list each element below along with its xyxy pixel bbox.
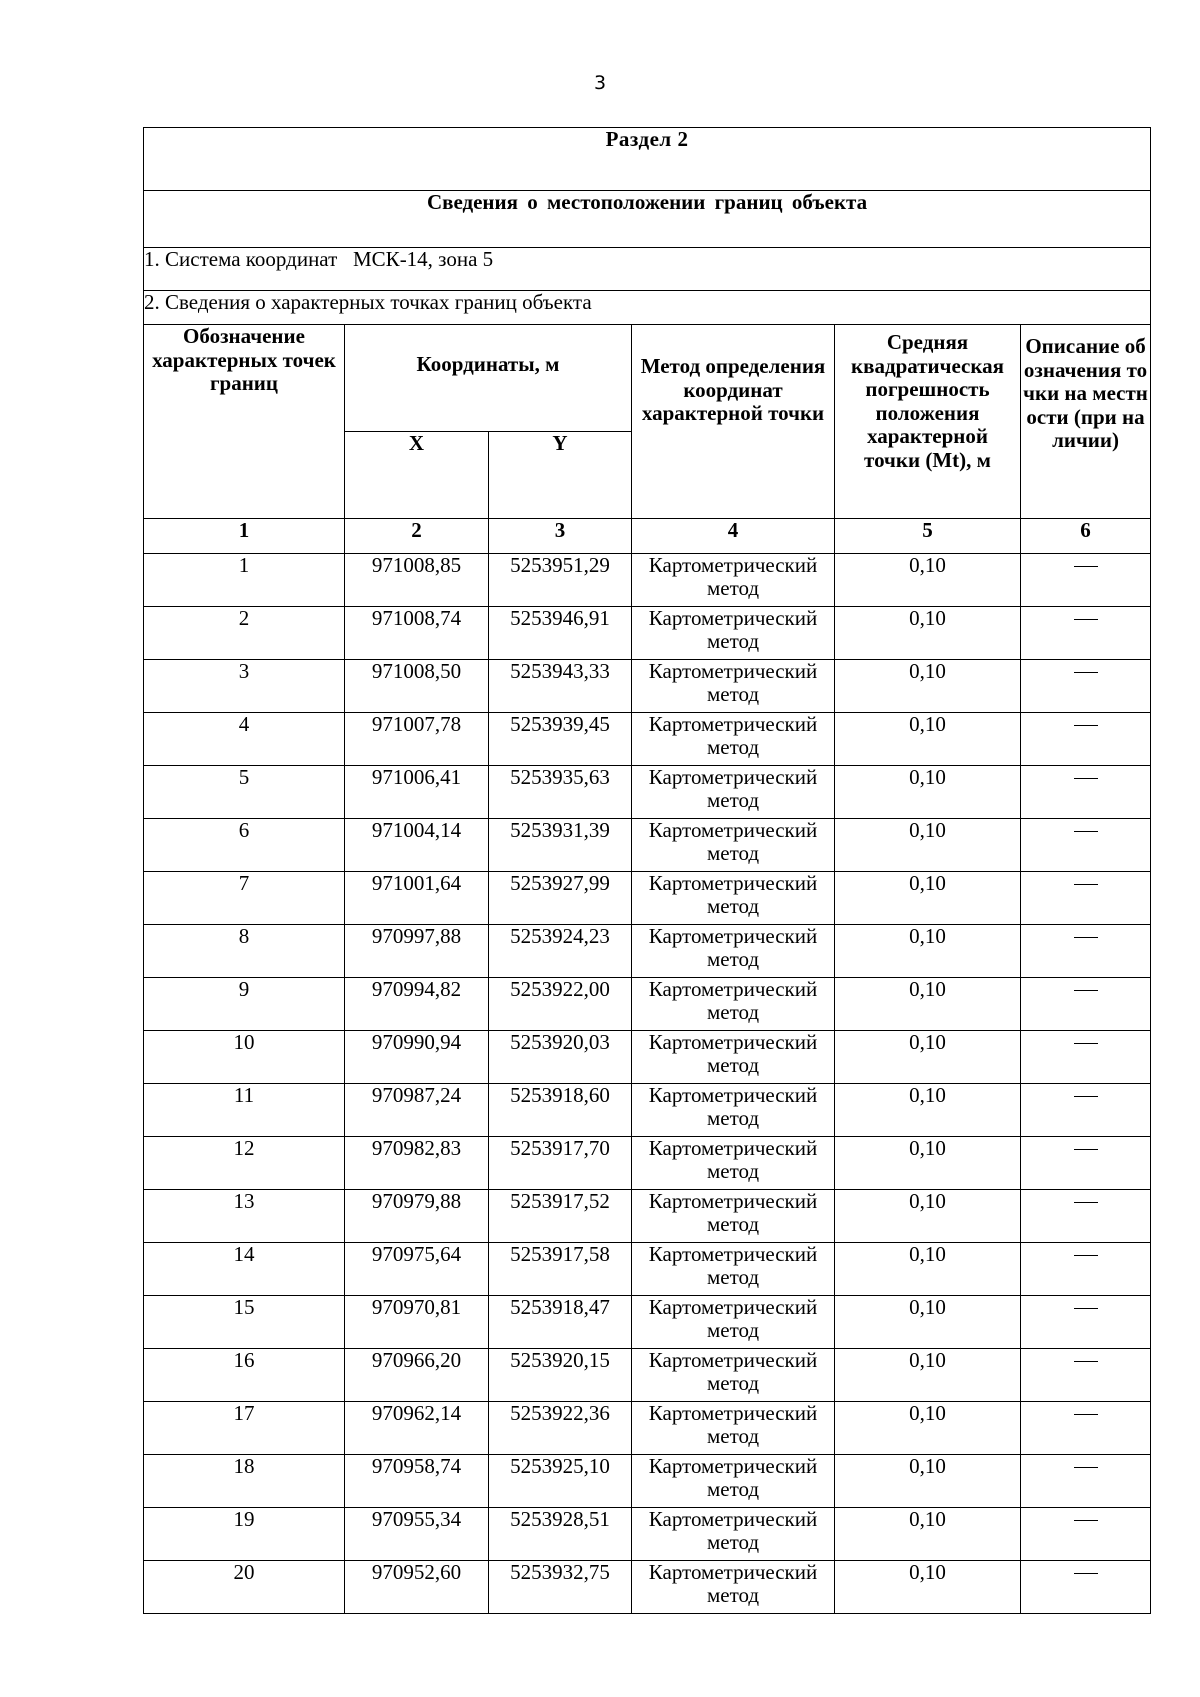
header-y: Y (489, 432, 632, 519)
coord-y: 5253920,15 (489, 1349, 632, 1402)
coord-x: 970982,83 (345, 1137, 489, 1190)
table-row (144, 766, 1151, 819)
method: Картометрический метод (632, 1137, 835, 1190)
table-row (144, 1296, 1151, 1349)
description-empty (1021, 1031, 1151, 1084)
description-empty (1021, 660, 1151, 713)
coord-y: 5253931,39 (489, 819, 632, 872)
method: Картометрический метод (632, 872, 835, 925)
point-number: 2 (144, 607, 345, 660)
coord-x: 970997,88 (345, 925, 489, 978)
coord-x: 970975,64 (345, 1243, 489, 1296)
header-description: Описание обозначения точки на местности (при наличии) (1021, 325, 1151, 519)
point-number: 16 (144, 1349, 345, 1402)
mt-error: 0,10 (835, 1296, 1021, 1349)
coord-x: 970970,81 (345, 1296, 489, 1349)
mt-error: 0,10 (835, 1031, 1021, 1084)
coord-y: 5253922,36 (489, 1402, 632, 1455)
table-row (144, 1402, 1151, 1455)
mt-error: 0,10 (835, 872, 1021, 925)
point-number: 20 (144, 1561, 345, 1614)
description-empty (1021, 872, 1151, 925)
coord-x: 970955,34 (345, 1508, 489, 1561)
coord-x: 970994,82 (345, 978, 489, 1031)
dash-mark (1074, 1361, 1098, 1362)
method: Картометрический метод (632, 1402, 835, 1455)
table-row (144, 925, 1151, 978)
table-row (144, 1243, 1151, 1296)
description-empty (1021, 819, 1151, 872)
header-error: Средняя квадратическая погрешность положения характерной точки (Mt), м (835, 325, 1021, 519)
method: Картометрический метод (632, 1508, 835, 1561)
description-empty (1021, 1190, 1151, 1243)
dash-mark (1074, 1467, 1098, 1468)
coord-x: 970952,60 (345, 1561, 489, 1614)
page-number: 3 (593, 72, 607, 94)
description-empty (1021, 1455, 1151, 1508)
description-empty (1021, 1137, 1151, 1190)
coord-x: 971008,74 (345, 607, 489, 660)
method: Картометрический метод (632, 978, 835, 1031)
method: Картометрический метод (632, 1084, 835, 1137)
coord-y: 5253935,63 (489, 766, 632, 819)
dash-mark (1074, 1520, 1098, 1521)
mt-error: 0,10 (835, 1243, 1021, 1296)
coord-y: 5253917,58 (489, 1243, 632, 1296)
mt-error: 0,10 (835, 1137, 1021, 1190)
column-number: 1 (144, 519, 345, 554)
point-number: 7 (144, 872, 345, 925)
column-number: 6 (1021, 519, 1151, 554)
mt-error: 0,10 (835, 1190, 1021, 1243)
coord-x: 971006,41 (345, 766, 489, 819)
dash-mark (1074, 1255, 1098, 1256)
point-number: 14 (144, 1243, 345, 1296)
method: Картометрический метод (632, 1561, 835, 1614)
dash-mark (1074, 884, 1098, 885)
coord-y: 5253917,52 (489, 1190, 632, 1243)
point-number: 17 (144, 1402, 345, 1455)
method: Картометрический метод (632, 1190, 835, 1243)
coord-y: 5253927,99 (489, 872, 632, 925)
coord-y: 5253924,23 (489, 925, 632, 978)
coordinate-system: 1. Система координат МСК-14, зона 5 (144, 248, 1151, 291)
dash-mark (1074, 1149, 1098, 1150)
coord-x: 970966,20 (345, 1349, 489, 1402)
mt-error: 0,10 (835, 554, 1021, 607)
mt-error: 0,10 (835, 819, 1021, 872)
dash-mark (1074, 1308, 1098, 1309)
coord-y: 5253939,45 (489, 713, 632, 766)
coord-x: 971004,14 (345, 819, 489, 872)
table-row (144, 872, 1151, 925)
header-designation: Обозначение характерных точек границ (144, 325, 345, 519)
header-x: X (345, 432, 489, 519)
table-row (144, 1031, 1151, 1084)
mt-error: 0,10 (835, 766, 1021, 819)
point-number: 11 (144, 1084, 345, 1137)
description-empty (1021, 1508, 1151, 1561)
mt-error: 0,10 (835, 1561, 1021, 1614)
point-number: 3 (144, 660, 345, 713)
table-row (144, 1508, 1151, 1561)
dash-mark (1074, 1414, 1098, 1415)
mt-error: 0,10 (835, 713, 1021, 766)
table-row (144, 819, 1151, 872)
method: Картометрический метод (632, 1296, 835, 1349)
dash-mark (1074, 725, 1098, 726)
dash-mark (1074, 1573, 1098, 1574)
mt-error: 0,10 (835, 1455, 1021, 1508)
column-number: 2 (345, 519, 489, 554)
points-heading: 2. Сведения о характерных точках границ объекта (144, 291, 1151, 325)
description-empty (1021, 1084, 1151, 1137)
method: Картометрический метод (632, 1243, 835, 1296)
description-empty (1021, 607, 1151, 660)
coord-x: 970990,94 (345, 1031, 489, 1084)
method: Картометрический метод (632, 713, 835, 766)
method: Картометрический метод (632, 819, 835, 872)
column-number: 3 (489, 519, 632, 554)
mt-error: 0,10 (835, 925, 1021, 978)
coord-y: 5253918,60 (489, 1084, 632, 1137)
coord-x: 970979,88 (345, 1190, 489, 1243)
point-number: 8 (144, 925, 345, 978)
table-row (144, 554, 1151, 607)
point-number: 9 (144, 978, 345, 1031)
description-empty (1021, 978, 1151, 1031)
coord-x: 970962,14 (345, 1402, 489, 1455)
method: Картометрический метод (632, 660, 835, 713)
description-empty (1021, 1243, 1151, 1296)
mt-error: 0,10 (835, 978, 1021, 1031)
table-row (144, 660, 1151, 713)
table-row (144, 713, 1151, 766)
table-row (144, 1137, 1151, 1190)
description-empty (1021, 925, 1151, 978)
section-title: Раздел 2 (144, 128, 1151, 191)
mt-error: 0,10 (835, 1508, 1021, 1561)
coord-y: 5253920,03 (489, 1031, 632, 1084)
table-row (144, 1084, 1151, 1137)
dash-mark (1074, 1043, 1098, 1044)
dash-mark (1074, 990, 1098, 991)
table-row (144, 607, 1151, 660)
coord-y: 5253925,10 (489, 1455, 632, 1508)
coord-y: 5253922,00 (489, 978, 632, 1031)
mt-error: 0,10 (835, 607, 1021, 660)
dash-mark (1074, 831, 1098, 832)
method: Картометрический метод (632, 925, 835, 978)
coord-y: 5253951,29 (489, 554, 632, 607)
point-number: 18 (144, 1455, 345, 1508)
column-number: 4 (632, 519, 835, 554)
coord-y: 5253918,47 (489, 1296, 632, 1349)
mt-error: 0,10 (835, 1402, 1021, 1455)
coord-x: 971008,85 (345, 554, 489, 607)
method: Картометрический метод (632, 607, 835, 660)
boundary-table (143, 127, 1151, 1614)
header-coordinates: Координаты, м (345, 325, 632, 432)
point-number: 13 (144, 1190, 345, 1243)
mt-error: 0,10 (835, 1084, 1021, 1137)
mt-error: 0,10 (835, 1349, 1021, 1402)
dash-mark (1074, 778, 1098, 779)
column-number: 5 (835, 519, 1021, 554)
dash-mark (1074, 1096, 1098, 1097)
point-number: 15 (144, 1296, 345, 1349)
coord-y: 5253932,75 (489, 1561, 632, 1614)
header-method: Метод определения координат характерной точки (632, 325, 835, 519)
coord-y: 5253917,70 (489, 1137, 632, 1190)
coord-y: 5253928,51 (489, 1508, 632, 1561)
description-empty (1021, 1296, 1151, 1349)
description-empty (1021, 554, 1151, 607)
point-number: 12 (144, 1137, 345, 1190)
coord-y: 5253946,91 (489, 607, 632, 660)
method: Картометрический метод (632, 554, 835, 607)
table-row (144, 1561, 1151, 1614)
description-empty (1021, 1349, 1151, 1402)
method: Картометрический метод (632, 1031, 835, 1084)
coord-x: 971008,50 (345, 660, 489, 713)
method: Картометрический метод (632, 1349, 835, 1402)
coord-x: 970958,74 (345, 1455, 489, 1508)
coord-x: 970987,24 (345, 1084, 489, 1137)
mt-error: 0,10 (835, 660, 1021, 713)
method: Картометрический метод (632, 766, 835, 819)
dash-mark (1074, 566, 1098, 567)
dash-mark (1074, 1202, 1098, 1203)
point-number: 5 (144, 766, 345, 819)
table-row (144, 1190, 1151, 1243)
description-empty (1021, 713, 1151, 766)
point-number: 6 (144, 819, 345, 872)
description-empty (1021, 766, 1151, 819)
table-row (144, 1455, 1151, 1508)
point-number: 10 (144, 1031, 345, 1084)
coord-x: 971007,78 (345, 713, 489, 766)
dash-mark (1074, 672, 1098, 673)
point-number: 4 (144, 713, 345, 766)
dash-mark (1074, 937, 1098, 938)
coord-x: 971001,64 (345, 872, 489, 925)
table-row (144, 1349, 1151, 1402)
coord-y: 5253943,33 (489, 660, 632, 713)
description-empty (1021, 1402, 1151, 1455)
point-number: 19 (144, 1508, 345, 1561)
table-row (144, 978, 1151, 1031)
method: Картометрический метод (632, 1455, 835, 1508)
point-number: 1 (144, 554, 345, 607)
section-subtitle: Сведения о местоположении границ объекта (144, 191, 1151, 248)
description-empty (1021, 1561, 1151, 1614)
dash-mark (1074, 619, 1098, 620)
